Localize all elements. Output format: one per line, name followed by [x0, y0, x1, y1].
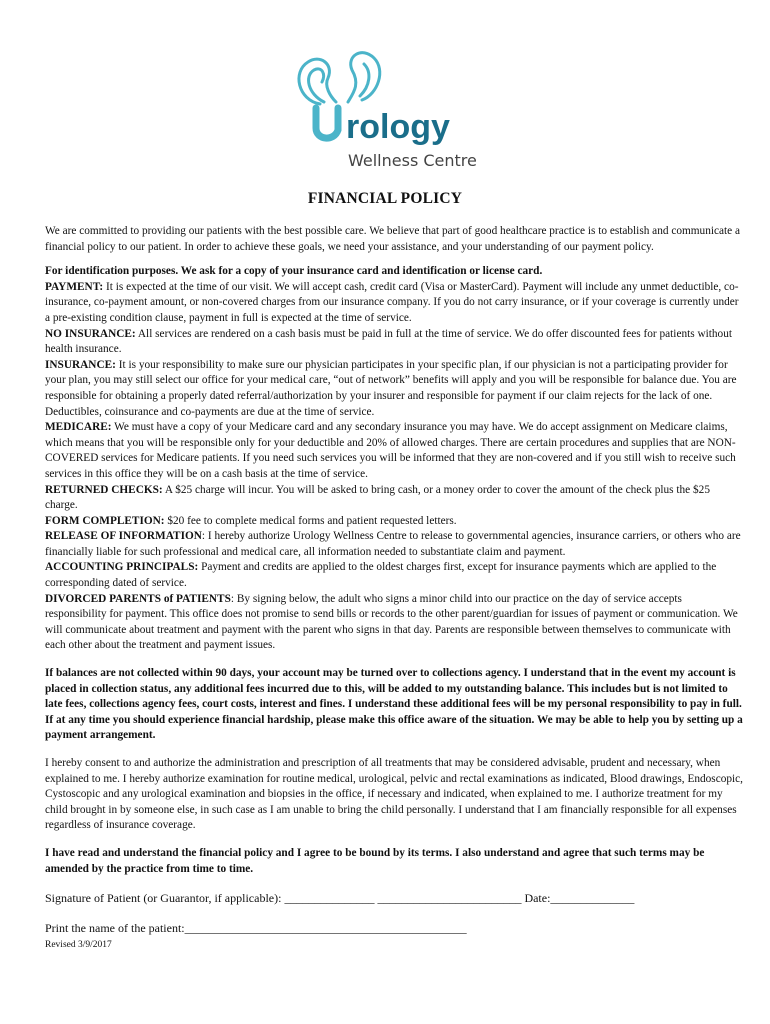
intro-paragraph: We are committed to providing our patients with the best possible care. We believe that part of good healthcare practice is to establish and communicate a financial policy to our patient. In order to achieve these goals, we need your assistance, and your understanding of our payment policy. — [45, 225, 741, 253]
section-returned-checks: RETURNED CHECKS: A $25 charge will incur. You will be asked to bring cash, or a money order to cover the amount of the check plus the $25 charge. — [45, 483, 710, 512]
revised-date: Revised 3/9/2017 — [45, 940, 112, 951]
section-no-insurance: NO INSURANCE: All services are rendered on a cash basis must be paid in full at the time of service. We do offer discounted fees for patients without health insurance. — [45, 327, 732, 356]
collections-notice — [45, 666, 745, 744]
section-medicare: MEDICARE: We must have a copy of your Medicare card and any secondary insurance you may have. We do accept assignment on Medicare claims, which means that you will be responsible only for your deductible and 20% of allowed charges. There are certain procedures and supplies that are NON-COVERED services for Medicare patients. If you need such services you will be informed that they are non-covered and if you still wish to receive such services in this office they will be on a cash basis at the time of service. — [45, 421, 736, 480]
logo-wordmark: rology — [346, 108, 450, 146]
section-accounting-principals: ACCOUNTING PRINCIPALS: Payment and credits are applied to the oldest charges first, except for insurance payments which are applied to the corresponding dated of service. — [45, 561, 717, 590]
collections-paragraph: If balances are not collected within 90 days, your account may be turned over to collections agency. I understand that in the event my account is placed in collection status, any additional fees incurred due to this, will be added to my outstanding balance. This includes but is not limited to late fees, collections agency fees, court costs, interest and fines. I understand these additional fees will be my personal responsibility to pay in full. — [45, 667, 742, 711]
agreement-paragraph: I have read and understand the financial policy and I agree to be bound by its terms. I also understand and agree that such terms may be amended by the practice from time to time. — [45, 846, 705, 875]
section-insurance: INSURANCE: It is your responsibility to make sure our physician participates in your specific plan, if our physician is not a participating provider for your plan, you may still select our office for your medical care, “out of network” benefits will apply and you will be responsible for balance due. You are responsible for obtaining a properly dated referral/authorization by your insurer and responsible for payment if our claim rejects for the lack of one. Deductibles, coinsurance and co-payments are due at the time of service. — [45, 358, 737, 418]
section-form-completion: FORM COMPLETION: $20 fee to complete medical forms and patient requested letters. — [45, 514, 457, 527]
consent-paragraph: I hereby consent to and authorize the administration and prescription of all treatments that may be considered advisable, prudent and necessary, when explained to me. I hereby authorize examination for routine medical, urological, pelvic and rectal examinations as indicated, Blood drawings, Endoscopic, Cystoscopic and any urological examination and biopsies in the office, if necessary and indicated, when explained to me. I authorize treatment for my child brought in by someone else, in such case as I am unable to bring the child personally. I understand that I am financially responsible for all expenses regardless of insurance coverage. — [45, 757, 743, 832]
section-payment: PAYMENT: It is expected at the time of our visit. We will accept cash, credit card (Visa or MasterCard). Payment will include any unmet deductible, co-insurance, co-payment amount, or non-covered charges from our insurance company. If you do not carry insurance, or if your coverage is currently under a pre-existing condition clause, payment in full is expected at the time of service. — [45, 280, 739, 324]
policy-sections — [45, 264, 745, 654]
print-name-line[interactable]: Print the name of the patient:_______________________________________________ — [45, 920, 467, 935]
identification-line: For identification purposes. We ask for a copy of your insurance card and identification or license card. — [45, 265, 543, 278]
kidney-icon — [299, 53, 380, 104]
section-divorced-parents: DIVORCED PARENTS of PATIENTS: By signing below, the adult who signs a minor child into our practice on the day of service accepts responsibility for payment. This office does not promise to send bills or records to the other parent/guardian for issues of payment or communication. We will communicate about treatment and payment with the parent who signs in that day. Parents are responsible between themselves to communicate with each other about the treatment and payment issues. — [45, 592, 738, 652]
policy-body — [45, 224, 745, 954]
logo-tagline: Wellness Centre — [348, 151, 477, 170]
section-release-of-information: RELEASE OF INFORMATION: I hereby authorize Urology Wellness Centre to release to governmental agencies, insurance carriers, or others who are financially liable for such professional and medical care, all information needed to substantiate claim and payment. — [45, 530, 741, 558]
hardship-paragraph: If at any time you should experience financial hardship, please make this office aware of the situation. We may be able to help you by setting up a payment arrangement. — [45, 713, 743, 742]
page-title: FINANCIAL POLICY — [307, 190, 463, 207]
clinic-logo — [290, 42, 480, 177]
u-letter-mark — [316, 108, 338, 138]
signature-line[interactable]: Signature of Patient (or Guarantor, if applicable): _______________ ________________________ Date:______________ — [45, 891, 635, 906]
